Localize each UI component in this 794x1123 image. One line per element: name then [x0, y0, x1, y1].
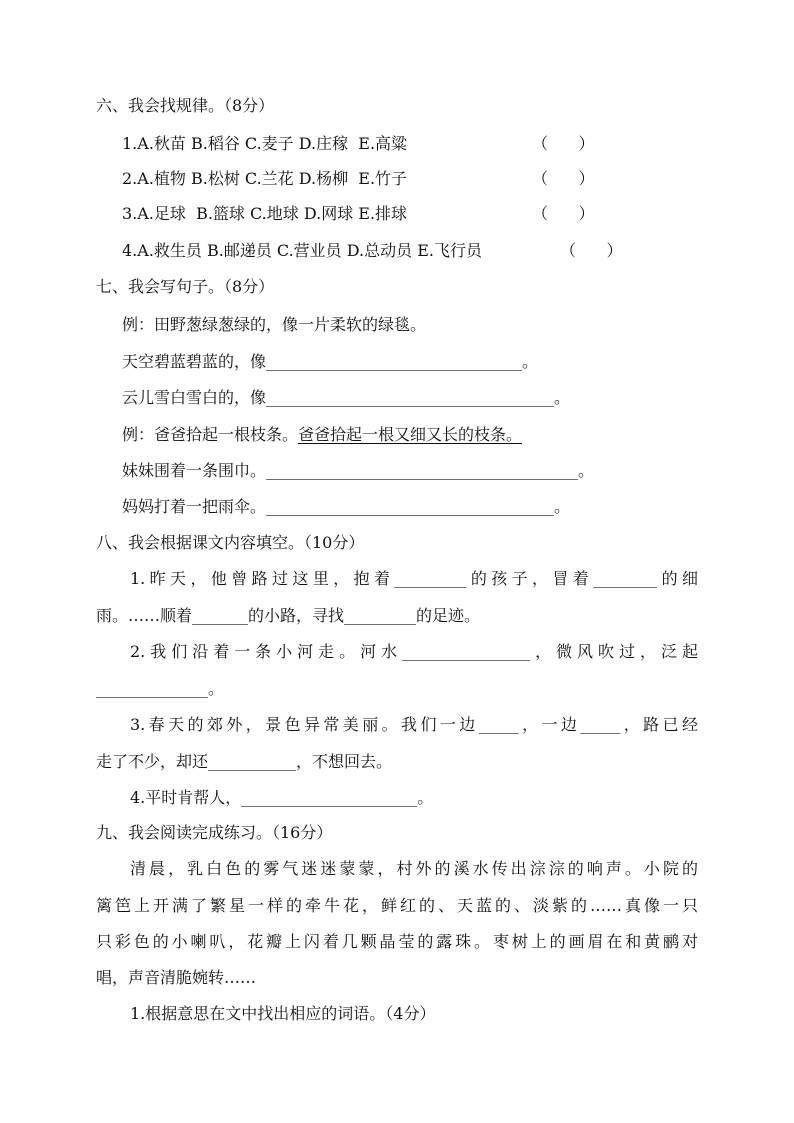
section-8-q1-line-2[interactable]: 雨。……顺着_______的小路，寻找_________的足迹。: [96, 606, 481, 625]
section-6-item-1: 1.A.秋苗 B.稻谷 C.麦子 D.庄稼 E.高粱: [122, 134, 408, 153]
section-6-item-3-answer-blank[interactable]: （ ）: [532, 204, 595, 223]
section-7-sentence-1-blank[interactable]: 天空碧蓝碧蓝的，像________________________________。: [122, 352, 539, 371]
section-7-sentence-3-blank[interactable]: 妹妹围着一条围巾。_______________________________________。: [122, 461, 595, 480]
section-8-q4[interactable]: 4.平时肯帮人，______________________。: [130, 788, 434, 807]
section-7-example-2: [122, 425, 522, 445]
section-8-q3-line-1[interactable]: 3.春天的郊外，景色异常美丽。我们一边_____，一边_____，路已经: [130, 715, 698, 734]
section-8-q2-line-2[interactable]: ______________。: [96, 679, 225, 698]
section-6-item-3: 3.A.足球 B.篮球 C.地球 D.网球 E.排球: [122, 204, 408, 223]
section-9-heading: 九、我会阅读完成练习。（16分）: [96, 823, 333, 842]
section-9-question-1: 1.根据意思在文中找出相应的词语。（4分）: [130, 1004, 436, 1023]
section-9-passage-line-4: 唱，声音清脆婉转……: [96, 968, 257, 987]
section-7-sentence-2-blank[interactable]: 云儿雪白雪白的，像____________________________________。: [122, 388, 571, 407]
section-8-q1-line-1[interactable]: 1.昨天，他曾路过这里，抱着_________的孩子，冒着________的细: [130, 569, 698, 588]
section-7-example-2-prefix: 例：爸爸拾起一根枝条。: [122, 425, 299, 444]
section-7-heading: 七、我会写句子。（8分）: [96, 277, 275, 296]
section-6-item-1-answer-blank[interactable]: （ ）: [532, 134, 595, 153]
section-6-item-4-answer-blank[interactable]: （ ）: [560, 241, 623, 260]
section-7-sentence-4-blank[interactable]: 妈妈打着一把雨伞。____________________________________。: [122, 497, 571, 516]
section-6-item-2: 2.A.植物 B.松树 C.兰花 D.杨柳 E.竹子: [122, 169, 408, 188]
section-6-item-4: 4.A.救生员 B.邮递员 C.营业员 D.总动员 E.飞行员: [122, 241, 482, 260]
section-9-passage-line-3: 只彩色的小喇叭，花瓣上闪着几颗晶莹的露珠。枣树上的画眉在和黄鹂对: [96, 932, 698, 951]
section-9-passage-line-2: 篱笆上开满了繁星一样的牵牛花，鲜红的、天蓝的、淡紫的……真像一只: [96, 896, 698, 915]
section-8-q3-line-2[interactable]: 走了不少，却还___________，不想回去。: [96, 752, 393, 771]
section-7-example-1: 例：田野葱绿葱绿的，像一片柔软的绿毯。: [122, 315, 427, 334]
section-7-example-2-answer: 爸爸拾起一根又细又长的枝条。: [298, 425, 523, 444]
section-6-item-2-answer-blank[interactable]: （ ）: [532, 169, 595, 188]
section-8-q2-line-1[interactable]: 2.我们沿着一条小河走。河水________________，微风吹过，泛起: [130, 642, 698, 661]
section-8-heading: 八、我会根据课文内容填空。（10分）: [96, 533, 365, 552]
section-6-heading: 六、我会找规律。（8分）: [96, 96, 275, 115]
section-9-passage-line-1: 清晨，乳白色的雾气迷迷蒙蒙，村外的溪水传出淙淙的响声。小院的: [130, 859, 698, 878]
